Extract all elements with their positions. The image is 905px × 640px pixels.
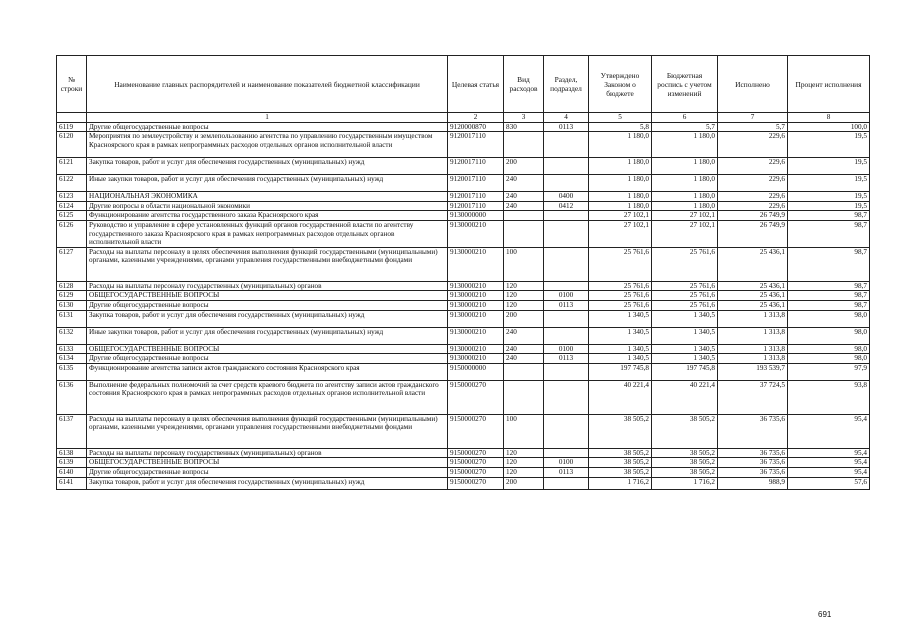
row-number: 6131 [57, 310, 87, 327]
row-section: 0100 [544, 458, 589, 468]
row-approved: 1 180,0 [589, 158, 652, 175]
row-approved: 25 761,6 [589, 291, 652, 301]
row-executed: 25 436,1 [718, 281, 788, 291]
table-row [57, 211, 870, 221]
row-approved: 1 180,0 [589, 192, 652, 202]
row-executed: 229,6 [718, 132, 788, 158]
row-executed: 26 749,9 [718, 211, 788, 221]
row-section [544, 220, 589, 247]
row-schedule: 1 180,0 [652, 192, 718, 202]
row-percent: 100,0 [788, 122, 870, 132]
row-article: 9150000270 [448, 380, 504, 414]
row-expense-type: 120 [504, 300, 544, 310]
table-row [57, 414, 870, 448]
row-approved: 1 340,5 [589, 354, 652, 364]
row-schedule: 1 340,5 [652, 310, 718, 327]
row-executed: 25 436,1 [718, 291, 788, 301]
row-approved: 38 505,2 [589, 467, 652, 477]
row-expense-type [504, 380, 544, 414]
row-executed: 229,6 [718, 175, 788, 192]
row-name: Другие общегосударственные вопросы [87, 300, 448, 310]
row-expense-type: 200 [504, 158, 544, 175]
row-schedule: 1 340,5 [652, 354, 718, 364]
row-section [544, 310, 589, 327]
row-article: 9150000270 [448, 414, 504, 448]
row-article: 9130000210 [448, 344, 504, 354]
budget-table [56, 55, 870, 490]
row-approved: 1 340,5 [589, 327, 652, 344]
row-section [544, 327, 589, 344]
row-number: 6129 [57, 291, 87, 301]
row-executed: 193 539,7 [718, 363, 788, 380]
row-schedule: 1 180,0 [652, 158, 718, 175]
table-row [57, 247, 870, 281]
row-article: 9130000210 [448, 281, 504, 291]
row-expense-type: 120 [504, 448, 544, 458]
row-schedule: 1 340,5 [652, 344, 718, 354]
row-article: 9130000210 [448, 247, 504, 281]
row-number: 6134 [57, 354, 87, 364]
row-schedule: 1 180,0 [652, 201, 718, 211]
row-name: Расходы на выплаты персоналу государственных (муниципальных) органов [87, 448, 448, 458]
row-percent: 19,5 [788, 192, 870, 202]
row-percent: 57,6 [788, 477, 870, 489]
header-percent: Процент исполнения [788, 56, 870, 113]
row-expense-type: 830 [504, 122, 544, 132]
row-approved: 25 761,6 [589, 281, 652, 291]
row-section [544, 380, 589, 414]
row-name: Функционирование агентства записи актов гражданского состояния Красноярского края [87, 363, 448, 380]
row-section [544, 477, 589, 489]
row-article: 9130000000 [448, 211, 504, 221]
row-section: 0113 [544, 300, 589, 310]
table-row [57, 467, 870, 477]
row-section [544, 363, 589, 380]
row-executed: 36 735,6 [718, 448, 788, 458]
row-schedule: 25 761,6 [652, 281, 718, 291]
row-name: Другие вопросы в области национальной экономики [87, 201, 448, 211]
row-percent: 19,5 [788, 158, 870, 175]
row-article: 9120017110 [448, 158, 504, 175]
row-expense-type [504, 220, 544, 247]
row-percent: 98,0 [788, 344, 870, 354]
row-name: Иные закупки товаров, работ и услуг для обеспечения государственных (муниципальных) нужд [87, 175, 448, 192]
row-number: 6126 [57, 220, 87, 247]
row-number: 6133 [57, 344, 87, 354]
row-article: 9120017110 [448, 192, 504, 202]
row-expense-type: 100 [504, 414, 544, 448]
row-number: 6139 [57, 458, 87, 468]
row-expense-type [504, 132, 544, 158]
row-name: Закупка товаров, работ и услуг для обеспечения государственных (муниципальных) нужд [87, 158, 448, 175]
row-approved: 1 340,5 [589, 344, 652, 354]
row-expense-type: 240 [504, 175, 544, 192]
row-section: 0113 [544, 467, 589, 477]
row-executed: 229,6 [718, 201, 788, 211]
row-section [544, 448, 589, 458]
row-name: Расходы на выплаты персоналу в целях обеспечения выполнения функций государственными (муниципальными) органами, казенными учреждениями, органами управления государственными внебюджетными фондами [87, 247, 448, 281]
header-executed: Исполнено [718, 56, 788, 113]
column-number: 2 [448, 113, 504, 123]
row-approved: 1 180,0 [589, 132, 652, 158]
row-schedule: 25 761,6 [652, 291, 718, 301]
row-executed: 229,6 [718, 192, 788, 202]
row-executed: 36 735,6 [718, 414, 788, 448]
row-approved: 25 761,6 [589, 300, 652, 310]
row-schedule: 38 505,2 [652, 458, 718, 468]
row-section [544, 211, 589, 221]
row-approved: 38 505,2 [589, 414, 652, 448]
row-schedule: 25 761,6 [652, 247, 718, 281]
row-percent: 95,4 [788, 458, 870, 468]
table-row [57, 448, 870, 458]
row-approved: 25 761,6 [589, 247, 652, 281]
row-expense-type: 200 [504, 310, 544, 327]
table-row [57, 300, 870, 310]
table-row [57, 310, 870, 327]
row-percent: 98,0 [788, 310, 870, 327]
table-row [57, 354, 870, 364]
row-schedule: 27 102,1 [652, 220, 718, 247]
row-number: 6132 [57, 327, 87, 344]
row-approved: 40 221,4 [589, 380, 652, 414]
row-section [544, 414, 589, 448]
row-schedule: 1 180,0 [652, 132, 718, 158]
row-expense-type: 240 [504, 354, 544, 364]
table-row [57, 327, 870, 344]
row-percent: 98,7 [788, 220, 870, 247]
row-number: 6141 [57, 477, 87, 489]
row-article: 9120017110 [448, 175, 504, 192]
table-row [57, 291, 870, 301]
row-name: Расходы на выплаты персоналу государственных (муниципальных) органов [87, 281, 448, 291]
row-executed: 25 436,1 [718, 247, 788, 281]
column-number: 3 [504, 113, 544, 123]
row-name: Функционирование агентства государственного заказа Красноярского края [87, 211, 448, 221]
column-number: 7 [718, 113, 788, 123]
row-schedule: 25 761,6 [652, 300, 718, 310]
row-number: 6135 [57, 363, 87, 380]
row-section: 0113 [544, 122, 589, 132]
row-schedule: 38 505,2 [652, 467, 718, 477]
row-article: 9150000270 [448, 448, 504, 458]
table-row [57, 220, 870, 247]
header-section: Раздел, подраздел [544, 56, 589, 113]
table-row [57, 122, 870, 132]
row-name: Выполнение федеральных полномочий за счет средств краевого бюджета по агентству записи актов гражданского состояния Красноярского края в рамках непрограммных расходов отдельных органов исполнительной власти [87, 380, 448, 414]
row-percent: 19,5 [788, 132, 870, 158]
row-schedule: 27 102,1 [652, 211, 718, 221]
header-article: Целевая статья [448, 56, 504, 113]
row-executed: 26 749,9 [718, 220, 788, 247]
row-executed: 1 313,8 [718, 344, 788, 354]
row-approved: 1 180,0 [589, 201, 652, 211]
row-section [544, 175, 589, 192]
header-name: Наименование главных распорядителей и наименование показателей бюджетной классификации [87, 56, 448, 113]
row-section: 0100 [544, 291, 589, 301]
row-name: Иные закупки товаров, работ и услуг для обеспечения государственных (муниципальных) нужд [87, 327, 448, 344]
row-executed: 229,6 [718, 158, 788, 175]
table-row [57, 192, 870, 202]
row-number: 6119 [57, 122, 87, 132]
row-schedule: 40 221,4 [652, 380, 718, 414]
row-name: Мероприятия по землеустройству и землепользованию агентства по управлению государственным имуществом Красноярского края в рамках непрограммных расходов отдельных органов исполнительной власти [87, 132, 448, 158]
header-expense-type: Вид расходов [504, 56, 544, 113]
table-row [57, 201, 870, 211]
row-expense-type: 120 [504, 467, 544, 477]
row-article: 9120000870 [448, 122, 504, 132]
row-percent: 95,4 [788, 467, 870, 477]
row-number: 6125 [57, 211, 87, 221]
row-article: 9150000270 [448, 467, 504, 477]
row-executed: 1 313,8 [718, 354, 788, 364]
row-schedule: 38 505,2 [652, 448, 718, 458]
column-number: 6 [652, 113, 718, 123]
column-number: 5 [589, 113, 652, 123]
row-schedule: 5,7 [652, 122, 718, 132]
column-number-row [57, 113, 870, 123]
row-section [544, 247, 589, 281]
row-name: Другие общегосударственные вопросы [87, 467, 448, 477]
row-percent: 95,4 [788, 448, 870, 458]
row-article: 9150000270 [448, 477, 504, 489]
row-expense-type: 240 [504, 327, 544, 344]
row-percent: 98,7 [788, 300, 870, 310]
row-schedule: 1 180,0 [652, 175, 718, 192]
row-expense-type: 120 [504, 458, 544, 468]
table-row [57, 158, 870, 175]
column-number [57, 113, 87, 123]
row-executed: 5,7 [718, 122, 788, 132]
row-section: 0400 [544, 192, 589, 202]
row-name: ОБЩЕГОСУДАРСТВЕННЫЕ ВОПРОСЫ [87, 291, 448, 301]
row-name: Расходы на выплаты персоналу в целях обеспечения выполнения функций государственными (муниципальными) органами, казенными учреждениями, органами управления государственными внебюджетными фондами [87, 414, 448, 448]
header-schedule: Бюджетная роспись с учетом изменений [652, 56, 718, 113]
row-name: Закупка товаров, работ и услуг для обеспечения государственных (муниципальных) нужд [87, 310, 448, 327]
row-percent: 98,7 [788, 291, 870, 301]
row-expense-type: 200 [504, 477, 544, 489]
column-number: 8 [788, 113, 870, 123]
row-executed: 25 436,1 [718, 300, 788, 310]
table-row [57, 132, 870, 158]
row-number: 6130 [57, 300, 87, 310]
row-article: 9130000210 [448, 220, 504, 247]
row-executed: 988,9 [718, 477, 788, 489]
row-expense-type: 240 [504, 201, 544, 211]
row-number: 6127 [57, 247, 87, 281]
row-number: 6120 [57, 132, 87, 158]
row-section [544, 158, 589, 175]
row-article: 9150000270 [448, 458, 504, 468]
row-article: 9120017110 [448, 132, 504, 158]
row-name: Другие общегосударственные вопросы [87, 354, 448, 364]
row-percent: 97,9 [788, 363, 870, 380]
table-row [57, 380, 870, 414]
row-number: 6128 [57, 281, 87, 291]
row-section: 0113 [544, 354, 589, 364]
row-article: 9120017110 [448, 201, 504, 211]
table-row [57, 175, 870, 192]
row-expense-type: 240 [504, 192, 544, 202]
row-expense-type: 120 [504, 291, 544, 301]
row-approved: 1 716,2 [589, 477, 652, 489]
row-percent: 95,4 [788, 414, 870, 448]
row-approved: 1 340,5 [589, 310, 652, 327]
row-executed: 36 735,6 [718, 458, 788, 468]
row-executed: 1 313,8 [718, 327, 788, 344]
row-percent: 19,5 [788, 175, 870, 192]
row-approved: 27 102,1 [589, 211, 652, 221]
header-row [57, 56, 870, 113]
row-number: 6140 [57, 467, 87, 477]
row-article: 9130000210 [448, 354, 504, 364]
row-article: 9130000210 [448, 310, 504, 327]
row-article: 9150000000 [448, 363, 504, 380]
page-number: 691 [818, 610, 832, 619]
row-approved: 1 180,0 [589, 175, 652, 192]
column-number: 1 [87, 113, 448, 123]
row-schedule: 1 340,5 [652, 327, 718, 344]
row-percent: 98,0 [788, 327, 870, 344]
row-percent: 93,8 [788, 380, 870, 414]
row-number: 6121 [57, 158, 87, 175]
table-row [57, 281, 870, 291]
row-article: 9130000210 [448, 291, 504, 301]
row-number: 6122 [57, 175, 87, 192]
row-section: 0412 [544, 201, 589, 211]
row-number: 6137 [57, 414, 87, 448]
row-approved: 38 505,2 [589, 448, 652, 458]
table-row [57, 363, 870, 380]
row-approved: 27 102,1 [589, 220, 652, 247]
header-approved: Утверждено Законом о бюджете [589, 56, 652, 113]
row-section [544, 132, 589, 158]
row-number: 6123 [57, 192, 87, 202]
row-percent: 19,5 [788, 201, 870, 211]
row-name: Другие общегосударственные вопросы [87, 122, 448, 132]
row-number: 6136 [57, 380, 87, 414]
column-number: 4 [544, 113, 589, 123]
header-row-no: № строки [57, 56, 87, 113]
row-section [544, 281, 589, 291]
row-expense-type: 240 [504, 344, 544, 354]
row-expense-type [504, 211, 544, 221]
row-percent: 98,7 [788, 247, 870, 281]
row-expense-type [504, 363, 544, 380]
row-executed: 37 724,5 [718, 380, 788, 414]
row-section: 0100 [544, 344, 589, 354]
row-approved: 5,8 [589, 122, 652, 132]
row-number: 6138 [57, 448, 87, 458]
row-percent: 98,7 [788, 281, 870, 291]
row-name: НАЦИОНАЛЬНАЯ ЭКОНОМИКА [87, 192, 448, 202]
row-name: Закупка товаров, работ и услуг для обеспечения государственных (муниципальных) нужд [87, 477, 448, 489]
row-article: 9130000210 [448, 300, 504, 310]
row-expense-type: 120 [504, 281, 544, 291]
row-approved: 197 745,8 [589, 363, 652, 380]
row-number: 6124 [57, 201, 87, 211]
table-body [57, 122, 870, 489]
row-schedule: 1 716,2 [652, 477, 718, 489]
row-schedule: 197 745,8 [652, 363, 718, 380]
row-percent: 98,7 [788, 211, 870, 221]
table-row [57, 458, 870, 468]
row-percent: 98,0 [788, 354, 870, 364]
row-approved: 38 505,2 [589, 458, 652, 468]
table-row [57, 344, 870, 354]
row-executed: 36 735,6 [718, 467, 788, 477]
row-schedule: 38 505,2 [652, 414, 718, 448]
row-article: 9130000210 [448, 327, 504, 344]
row-executed: 1 313,8 [718, 310, 788, 327]
table-row [57, 477, 870, 489]
row-name: ОБЩЕГОСУДАРСТВЕННЫЕ ВОПРОСЫ [87, 344, 448, 354]
row-name: Руководство и управление в сфере установленных функций органов государственной власти по агентству государственного заказа Красноярского края в рамках непрограммных расходов отдельных органов исполнительной власти [87, 220, 448, 247]
row-name: ОБЩЕГОСУДАРСТВЕННЫЕ ВОПРОСЫ [87, 458, 448, 468]
row-expense-type: 100 [504, 247, 544, 281]
